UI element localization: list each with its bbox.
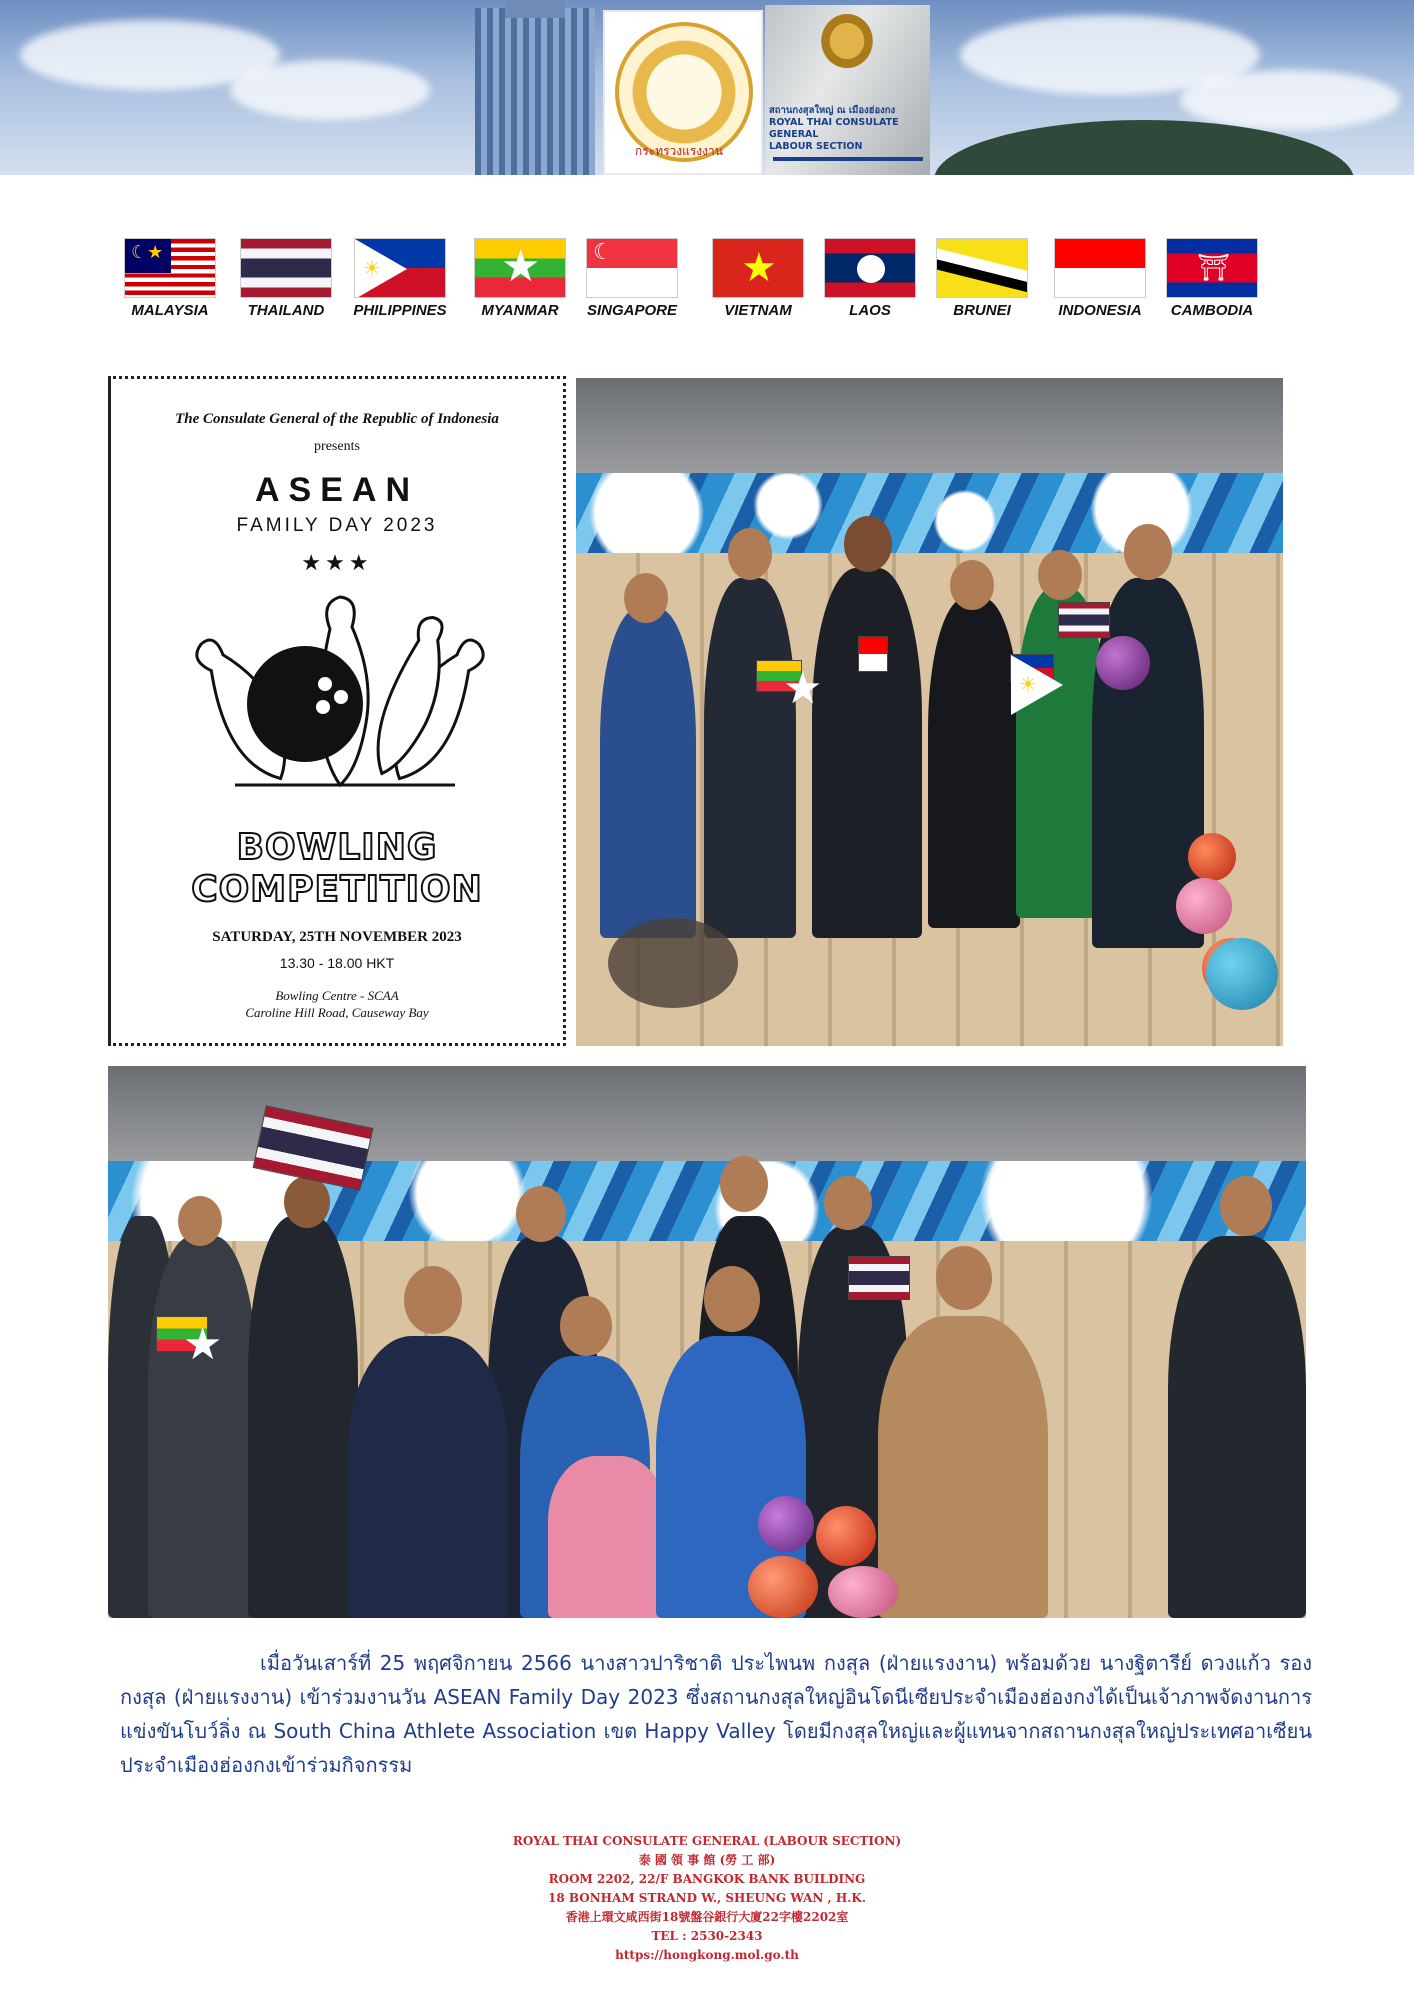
person-head — [950, 560, 994, 610]
poster-presents: presents — [314, 439, 360, 454]
person-head — [728, 528, 772, 580]
person-head — [720, 1156, 768, 1212]
contact-footer — [0, 1832, 1414, 1965]
ball-return — [608, 918, 738, 1008]
cloud-decoration — [230, 60, 430, 120]
bowling-pins-icon — [195, 589, 485, 789]
person — [148, 1236, 258, 1618]
person-head — [1038, 550, 1082, 600]
event-poster — [108, 376, 566, 1046]
arrow-left-icon — [773, 157, 923, 161]
group-photo-bowling-alley — [576, 378, 1283, 1046]
flag-cambodia — [1162, 238, 1262, 319]
stars-icon: ★★★ — [301, 551, 373, 576]
bowling-ball — [748, 1556, 818, 1618]
news-paragraph: เมื่อวันเสาร์ที่ 25 พฤศจิกายน 2566 นางสาวปาริชาติ ประไพนพ กงสุล (ฝ่ายแรงงาน) พร้อมด้วย นางฐิตารีย์ ดวงแก้ว รองกงสุล (ฝ่ายแรงงาน) เข้าร่วมงานวัน ASEAN Family Day 2023 ซึ่งสถานกงสุลใหญ่อินโดนีเซียประจำเมืองฮ่องกงได้เป็นเจ้าภาพจัดงานการแข่งขันโบว์ลิ่ง ณ South China Athlete Association เขต Happy Valley โดยมีกงสุลใหญ่และผู้แทนจากสถานกงสุลใหญ่ประเทศอาเซียนประจำเมืองฮ่องกงเข้าร่วมกิจกรรม — [120, 1651, 1312, 1777]
person — [548, 1456, 668, 1618]
asean-flags-row — [120, 238, 1280, 328]
garuda-emblem-icon — [807, 13, 887, 83]
person-head — [1124, 524, 1172, 580]
plaque-line-section: LABOUR SECTION — [769, 141, 863, 152]
poster-venue-line2: Caroline Hill Road, Causeway Bay — [245, 1005, 429, 1020]
flag-myanmar — [470, 238, 570, 319]
bowling-ball — [816, 1506, 876, 1566]
flag-label: VIETNAM — [724, 302, 792, 319]
poster-venue — [111, 987, 563, 1021]
philippines-flag-icon — [1010, 654, 1054, 682]
person-head — [516, 1186, 566, 1242]
person-head — [178, 1196, 222, 1246]
person-head — [704, 1266, 760, 1332]
flag-label: MYANMAR — [481, 302, 559, 319]
flag-brunei — [932, 238, 1032, 319]
flag-label: PHILIPPINES — [353, 302, 447, 319]
flag-laos — [820, 238, 920, 319]
person-head — [560, 1296, 612, 1356]
person-head — [404, 1266, 462, 1334]
poster-event-line1: BOWLING — [236, 827, 438, 868]
flag-philippines — [350, 238, 450, 319]
poster-time: 13.30 - 18.00 HKT — [279, 955, 395, 971]
vietnam-flag-icon — [712, 238, 804, 298]
bowling-ball — [1188, 833, 1236, 881]
header-banner — [0, 0, 1414, 175]
person — [928, 598, 1020, 928]
thailand-flag-icon — [1058, 602, 1110, 638]
person — [600, 608, 696, 938]
footer-office-name: ROYAL THAI CONSULATE GENERAL (LABOUR SECTION) — [512, 1834, 902, 1848]
consulate-plaque — [765, 5, 930, 175]
bowling-ball — [1176, 878, 1232, 934]
philippines-flag-icon — [354, 238, 446, 298]
person — [878, 1316, 1048, 1618]
flag-indonesia — [1050, 238, 1150, 319]
indonesia-flag-icon — [1054, 238, 1146, 298]
poster-subtitle: FAMILY DAY 2023 — [236, 515, 438, 536]
person-head — [1220, 1176, 1272, 1236]
footer-street: 18 BONHAM STRAND W., SHEUNG WAN , H.K. — [548, 1891, 866, 1905]
flag-label: CAMBODIA — [1170, 302, 1254, 319]
myanmar-flag-icon — [156, 1316, 208, 1352]
bank-tower-image — [475, 8, 595, 175]
bowling-ball — [1096, 636, 1150, 690]
person-head — [284, 1176, 330, 1228]
large-group-photo-bowling-alley — [108, 1066, 1306, 1618]
thailand-flag-icon — [848, 1256, 910, 1300]
person-head — [936, 1246, 992, 1310]
plaque-text — [769, 105, 929, 153]
person — [1168, 1236, 1306, 1618]
person — [812, 568, 922, 938]
poster-event-line2: COMPETITION — [191, 869, 483, 910]
plaque-line-thai: สถานกงสุลใหญ่ ณ เมืองฮ่องกง — [769, 105, 896, 116]
flag-label: INDONESIA — [1058, 302, 1142, 319]
flag-label: THAILAND — [247, 302, 325, 319]
flag-label: BRUNEI — [953, 302, 1011, 319]
footer-website-link[interactable]: https://hongkong.mol.go.th — [615, 1948, 799, 1962]
flag-label: MALAYSIA — [131, 302, 209, 319]
singapore-flag-icon — [586, 238, 678, 298]
cambodia-flag-icon — [1166, 238, 1258, 298]
poster-date: SATURDAY, 25TH NOVEMBER 2023 — [212, 929, 462, 945]
flag-malaysia — [120, 238, 220, 319]
poster-venue-line1: Bowling Centre - SCAA — [275, 988, 399, 1003]
seal-icon — [615, 22, 753, 162]
flag-thailand — [236, 238, 336, 319]
brunei-flag-icon — [936, 238, 1028, 298]
plaque-line-en: ROYAL THAI CONSULATE GENERAL — [769, 117, 899, 140]
footer-room: ROOM 2202, 22/F BANGKOK BANK BUILDING — [548, 1872, 866, 1886]
person — [704, 578, 796, 938]
indonesia-flag-icon — [858, 636, 888, 672]
cloud-decoration — [1180, 70, 1400, 130]
wave-mural — [576, 473, 1283, 553]
ceiling — [576, 378, 1283, 473]
ministry-of-labour-seal — [603, 10, 763, 175]
laos-flag-icon — [824, 238, 916, 298]
person — [248, 1216, 358, 1618]
person-head — [824, 1176, 872, 1230]
person — [348, 1336, 508, 1618]
thailand-flag-icon — [240, 238, 332, 298]
flag-label: LAOS — [849, 302, 891, 319]
bowling-ball — [1206, 938, 1278, 1010]
myanmar-flag-icon — [474, 238, 566, 298]
footer-telephone: TEL : 2530-2343 — [651, 1929, 763, 1943]
malaysia-flag-icon — [124, 238, 216, 298]
person-head — [624, 573, 668, 623]
flag-vietnam — [708, 238, 808, 319]
person-head — [844, 516, 892, 572]
flag-label: SINGAPORE — [586, 302, 677, 319]
seal-caption: กระทรวงแรงงาน — [635, 144, 723, 158]
bowling-ball — [828, 1566, 898, 1618]
poster-title: ASEAN — [254, 471, 420, 509]
myanmar-flag-icon — [756, 660, 802, 692]
flag-singapore — [582, 238, 682, 319]
bowling-ball — [758, 1496, 814, 1552]
footer-address-chinese: 香港上環文咸西街18號盤谷銀行大廈22字樓2202室 — [565, 1910, 849, 1924]
footer-office-name-chinese: 泰 國 領 事 館 (勞 工 部) — [638, 1853, 776, 1867]
poster-organizer: The Consulate General of the Republic of Indonesia — [175, 411, 499, 427]
